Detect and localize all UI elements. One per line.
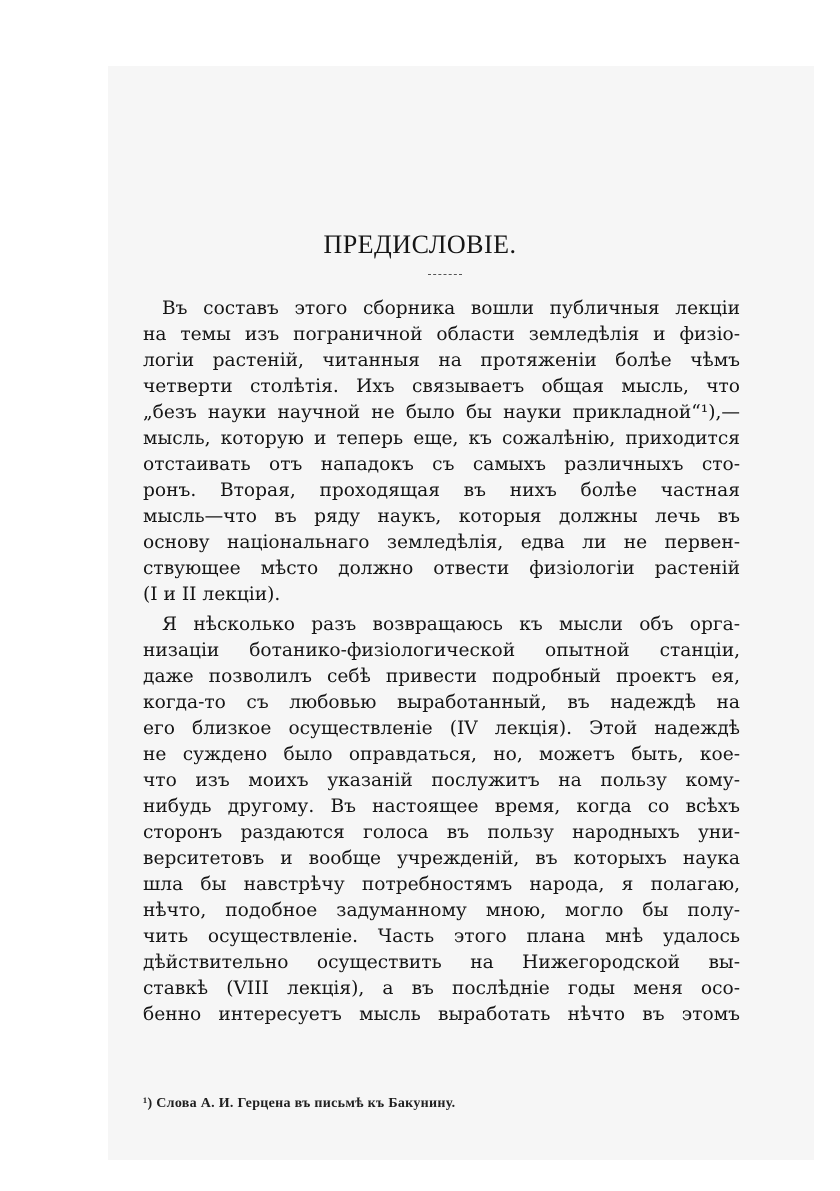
title-ornament <box>428 274 462 276</box>
text-line: что изъ моихъ указаній послужитъ на пользу кому- <box>143 770 740 791</box>
text-line: отстаивать отъ нападокъ съ самыхъ различныхъ сто- <box>143 454 740 475</box>
page-title: ПРЕДИСЛОВІЕ. <box>323 230 517 259</box>
text-line: чить осуществленіе. Часть этого плана мнѣ удалось <box>143 926 740 947</box>
text-line: не суждено было оправдаться, но, можетъ быть, кое- <box>143 744 740 765</box>
text-line: Въ составъ этого сборника вошли публичныя лекціи <box>162 298 740 319</box>
text-line: мысль, которую и теперь еще, къ сожалѣнію, приходится <box>143 428 740 449</box>
text-line: шла бы навстрѣчу потребностямъ народа, я полагаю, <box>143 874 740 895</box>
text-line: дѣйствительно осуществить на Нижегородской вы- <box>143 952 740 973</box>
text-line: на темы изъ пограничной области земледѣлія и физіо- <box>143 324 740 345</box>
text-line: низаціи ботанико-физіологической опытной станціи, <box>143 640 740 661</box>
text-line: „безъ науки научной не было бы науки прикладной“¹),— <box>143 402 740 423</box>
text-line: нѣчто, подобное задуманному мною, могло бы полу- <box>143 900 740 921</box>
text-line: основу національнаго земледѣлія, едва ли не первен- <box>143 532 740 553</box>
text-line: мысль—что въ ряду наукъ, которыя должны лечь въ <box>143 506 740 527</box>
text-line: даже позволилъ себѣ привести подробный проектъ ея, <box>143 666 740 687</box>
text-line: Я нѣсколько разъ возвращаюсь къ мысли объ орга- <box>162 614 740 635</box>
footnote: ¹) Слова А. И. Герцена въ письмѣ къ Бакунину. <box>143 1096 456 1111</box>
text-line: бенно интересуетъ мысль выработать нѣчто въ этомъ <box>143 1004 740 1025</box>
text-line: верситетовъ и вообще учрежденій, въ которыхъ наука <box>143 848 740 869</box>
text-line: когда-то съ любовью выработанный, въ надеждѣ на <box>143 692 740 713</box>
text-line: его близкое осуществленіе (IV лекція). Этой надеждѣ <box>143 718 740 739</box>
text-line: ствующее мѣсто должно отвести физіологіи растеній <box>143 558 740 579</box>
text-line: ронъ. Вторая, проходящая въ нихъ болѣе частная <box>143 480 740 501</box>
text-line: ставкѣ (VIII лекція), а въ послѣдніе годы меня осо- <box>143 978 740 999</box>
text-line: (I и II лекціи). <box>143 584 281 605</box>
text-line: четверти столѣтія. Ихъ связываетъ общая мысль, что <box>143 376 740 397</box>
text-line: логіи растеній, читанныя на протяженіи болѣе чѣмъ <box>143 350 740 371</box>
text-line: нибудь другому. Въ настоящее время, когда со всѣхъ <box>143 796 740 817</box>
text-line: сторонъ раздаются голоса въ пользу народныхъ уни- <box>143 822 740 843</box>
